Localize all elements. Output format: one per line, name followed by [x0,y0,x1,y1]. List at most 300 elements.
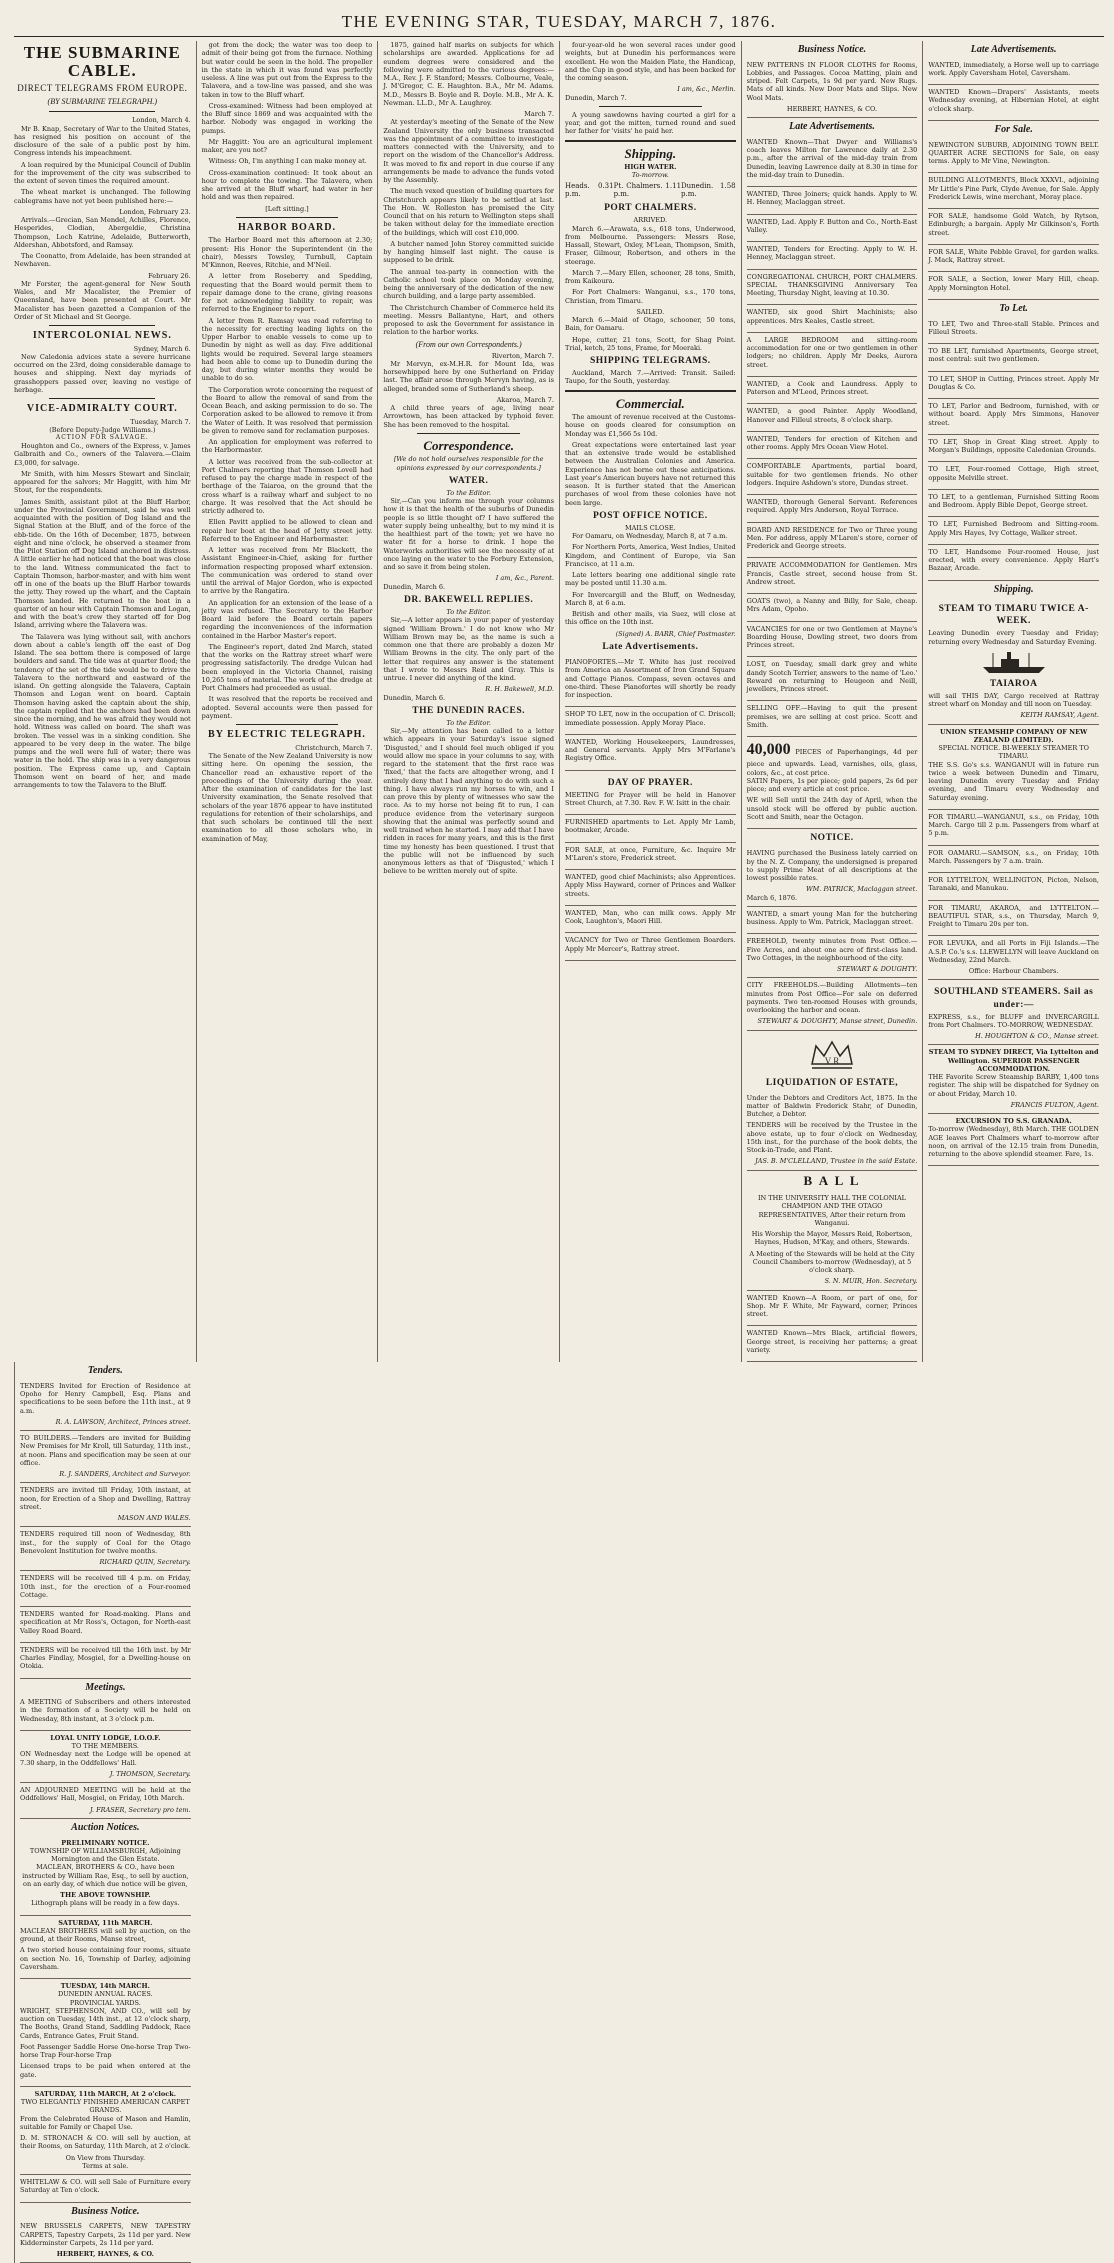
advertisement [20,2219,191,2263]
ad-text: IN THE UNIVERSITY HALL THE COLONIAL CHAMPION AND THE OTAGO REPRESENTATIVES, After their return from Wanganui. [757,1194,906,1227]
paragraph: The Senate of the New Zealand University is now sitting here. On opening the session, the Chancellor read an exhaustive report of the proceedings of the University during the year. After the examination of candidates for the last University examination, the Senate resolved that scholars of the year 1876 appear to have instituted regulations for retention of their scholarships, and that such scholars be continued till the next examination to all those scholars who, in examination of May, [201,752,373,843]
advertisement [747,737,918,829]
dateline: Akaroa, March 7. [496,395,554,404]
column-1 [14,41,196,1362]
ad-signature: J. THOMSON, Secretary. [109,1769,191,1778]
paragraph: four-year-old he won several races under good weights, but at Dunedin his performances were excellent. He won the Maiden Plate, the Handicap, and the Cup in good style, and has been backed for the coming season. [565,41,736,82]
ad-text: CONGREGATIONAL CHURCH, PORT CHALMERS. SPECIAL THANKSGIVING Anniversary Tea Meeting, Thursday Night, leaving at 10.30. [746,272,918,298]
headline-commercial: Commercial. [615,395,685,411]
ad-text: WANTED Known—Mrs Black, artificial flowers, George street, is receiving her patterns; a great variety. [746,1329,918,1354]
headline-tenders: Tenders. [87,1365,123,1377]
paragraph: Arrivals.—Grecian, San Mendel, Achilles, Florence, Hesperides, Clodian, Abergeldie, Christina Thompson, Loch Katrine, Adelaide, Butterworth, Aldershan, Abbotsford, and Ramsay. [14,216,191,249]
paragraph: Mr Smith, with him Messrs Stewart and Sinclair, appeared for the salvors; Mr Haggitt, with him Mr Stout, for the respondents. [14,469,191,495]
advertisement [565,843,736,871]
ad-text: WHITELAW & CO. will sell Sale of Furniture every Saturday at Ten o'clock. [20,2178,191,2195]
advertisement [20,1607,191,1643]
advertisement [928,1114,1099,1166]
masthead: THE EVENING STAR, TUESDAY, MARCH 7, 1876. [14,8,1104,37]
advertisement [928,435,1099,463]
dateline: Dunedin, March 7. [565,93,627,102]
headline-shipping: Shipping. [993,583,1034,595]
ad-text: His Worship the Mayor, Messrs Reid, Robertson, Haynes, Hudson, M'Kay, and others, Stewards. [751,1230,913,1247]
subhead: (Before Deputy-Judge Williams.) [49,426,156,435]
headline-late-ads: Late Advertisements. [602,641,699,652]
headline-late-ads: Late Advertisements. [970,44,1057,55]
dateline: London, February 23. [119,207,191,216]
advertisement [747,594,918,622]
ad-text: NEW BRUSSELS CARPETS, NEW TAPESTRY CARPETS, Tapestry Carpets, 2s 11d per yard. New Kidderminster Carpets, 2s 11d per yard. [20,2222,191,2247]
dateline: London, March 4. [132,116,191,125]
advertisement [747,934,918,978]
advertisement [20,1527,191,1571]
paragraph: The Coonatto, from Adelaide, has been stranded at Newhaven. [14,252,191,269]
paragraph: It was resolved that the reports be received and adopted. Several accounts were then passed for payment. [201,695,373,720]
subhead-direct-telegrams: DIRECT TELEGRAMS FROM EUROPE. [17,82,188,93]
ad-text: WANTED Known—A Room, or part of one, for Shop. Mr F. White, Mr Fayward, corner, Princes street. [746,1293,918,1319]
advertisement [747,459,918,495]
ad-text: FREEHOLD, twenty minutes from Post Office.—Five Acres, and about one acre of first-class land. Two Cottages, in the neighbourhood of the city. [746,937,918,962]
ad-text: will sail THIS DAY, Cargo received at Rattray street wharf on Monday and till noon on Tuesday. [928,691,1099,709]
ad-text: TO BUILDERS.—Tenders are invited for Building New Premises for Mr Kroll, till Saturday, 11th inst., at noon. Plans and specification may be seen at our office. [20,1434,191,1467]
advertisement [747,270,918,306]
ad-text: A two storied house containing four rooms, situate on section No. 16, Township of Darley, adjoining Caversham. [20,1946,191,1971]
ad-text: TENDERS Invited for Erection of Residence at Opoho for Henry Campbell, Esq. Plans and specifications to be seen before the 11th inst., at 9 a.m. [20,1381,191,1415]
column-7 [14,1362,196,2263]
ad-text: A LARGE BEDROOM and sitting-room accommodation for one or two gentlemen in other lodgers; no children. Apply Mr Deeks, Aurora street. [746,335,918,369]
headline-water: WATER. [448,475,489,486]
advertisement [747,523,918,559]
high-water-table [565,182,736,200]
advertisement [928,725,1099,810]
ad-title: PRELIMINARY NOTICE. [61,1838,150,1847]
advertisement [565,735,736,771]
ad-title: UNION STEAMSHIP COMPANY OF NEW ZEALAND (LIMITED). [939,727,1088,744]
advertisement [747,305,918,333]
svg-text:V R: V R [824,1055,840,1066]
headline-post-office: POST OFFICE NOTICE. [593,510,708,521]
paragraph: A letter was received from Mr Blackett, the Assistant Engineer-in-Chief, asking for further information respecting proposed wharf extension. The communication was ordered to stand over until the arrival of Major Gordon, who is expected to arrive by the Rangatira. [201,546,373,596]
ad-title: TWO ELEGANTLY FINISHED AMERICAN CARPET GRANDS. [20,2098,190,2115]
headline-submarine-cable: THE SUBMARINE CABLE. [23,43,181,80]
ad-text: WRIGHT, STEPHENSON, AND CO., will sell by auction on Tuesday, 14th inst., at 12 o'clock sharp, The Booths, Grand Stand, Saddling Paddock, Race Cards, Entrance Gates, Fruit Stand. [20,2006,191,2040]
ad-text: PIECES of Paperhangings, 4d per piece and upwards. Lead, varnishes, oils, glass, colors, &c., at cost price. [746,748,918,777]
ad-signature: R. J. SANDERS, Architect and Surveyor. [59,1470,191,1478]
ad-text: TO LET, Parlor and Bedroom, furnished, with or without board. Apply Mrs Simmons, Hanover street. [928,402,1099,427]
advertisement [747,58,918,119]
ad-title: TOWNSHIP OF WILLIAMSBURGH, Adjoining Mornington and the Glen Estate. [29,1846,181,1864]
hw-heads: Heads. 0.31 p.m. [565,181,614,199]
ad-text: WANTED, Man, who can milk cows. Apply Mr Cook, Laughton's, Maori Hill. [565,908,736,926]
subhead: ACTION FOR SALVAGE. [55,434,149,442]
advertisement [20,1379,191,1431]
advertisement [747,657,918,701]
column-2 [196,41,378,1362]
paragraph: The Harbor Board met this afternoon at 2.30; present: His Honor the Superintendent (in the chair), Messrs Towsley, Turnbull, Captain M'Kinnon, Reeves, Ritchie, and M'Neil. [201,236,373,270]
ad-text: COMFORTABLE Apartments, partial board, suitable for two gentlemen friends. No other lodgers. Inquire Ashdown's store, Dundas street. [746,462,918,487]
advertisement [928,597,1099,724]
paragraph: Mr Mervyn, ex-M.H.R. for Mount Ida, was horsewhipped here by one Sutherland on Friday last. The affair arose through Mervyn having, as is alleged, branded some of Sutherland's sheep. [383,359,554,393]
hw-port-chalmers: Pt. Chalmers. 1.11 p.m. [613,181,682,199]
paragraph: The Engineer's report, dated 2nd March, stated that the works on the Rattray street wharf were progressing satisfactorily. The dredge Vulcan had been employed in the Victoria Channel, raising 10,265 tons of material. The work of the dredge at Port Chalmers had proceeded as usual. [201,642,373,693]
ad-text: TO LET, Two and Three-stall Stable. Princes and Filleul Streets. [928,319,1099,336]
headline-correspondence: Correspondence. [423,437,514,453]
ad-text: VACANCY for Two or Three Gentlemen Boarders. Apply Mr Mercer's, Rattray street. [565,936,736,953]
headline-bakewell: DR. BAKEWELL REPLIES. [404,594,534,605]
divider [599,106,701,107]
ad-signature: Office: Harbour Chambers. [968,967,1059,976]
divider [565,390,736,392]
ad-text: To-morrow (Wednesday), 8th March. THE GOLDEN AGE leaves Port Chalmers wharf to-morrow after noon, on arrival of the 12.15 train from Dunedin, returning to the above splendid steamer. Fare, 1s. [928,1125,1099,1159]
ad-title: SOUTHLAND STEAMERS. Sail as under:— [934,987,1094,1010]
advertisement [20,1483,191,1527]
advertisement [928,810,1099,846]
advertisement [928,344,1099,372]
ad-title: TO THE MEMBERS. [71,1742,139,1751]
ship-name: TAIAROA [989,678,1038,689]
paragraph: For Northern Ports, America, West Indies, United Kingdom, and Continent of Europe, via San Francisco, at 11 a.m. [565,543,736,568]
ad-text: TENDERS will be received by the Trustee in the above estate, up to four o'clock on Wednesday, 15th inst., for the purchase of the book debts, the Stock-in-Trade, and Plant. [746,1121,918,1155]
ad-text: Leaving Dunedin every Tuesday and Friday; returning every Wednesday and Saturday Evening. [928,629,1099,646]
advertisement [565,655,736,707]
columns [14,41,1104,2259]
advertisement [747,846,918,907]
divider [49,325,155,326]
ad-title: STEAM TO TIMARU TWICE A-WEEK. [938,604,1089,627]
divider [236,724,338,725]
advertisement [747,558,918,594]
ad-text: TO LET, Handsome Four-roomed House, just erected, with every convenience. Apply Hart's Bazaar, Arcade. [928,547,1099,573]
headline-port-chalmers: PORT CHALMERS. [604,203,697,214]
paragraph: An application for employment was referred to the Harbormaster. [201,438,373,455]
ad-signature: KEITH RAMSAY, Agent. [1020,711,1099,720]
high-water-sub: To-morrow. [631,171,669,180]
advertisement [747,907,918,935]
ad-text: GOATS (two), a Nanny and Billy, for Sale, cheap. Mrs Adam, Opoho. [746,597,918,614]
advertisement [928,209,1099,245]
ad-text: On View from Thursday. [65,2153,146,2162]
ad-title: STEAM TO SYDNEY DIRECT, Via Lyttelton and Wellington. SUPERIOR PASSENGER ACCOMMODATION. [928,1048,1099,1073]
ad-text: From the Celebrated House of Mason and Hamlin, suitable for Family or Chapel Use. [20,2114,191,2131]
paragraph: A child three years of age, living near Arrowtown, has been attacked by typhoid fever. She has been removed to the hospital. [383,404,554,429]
column-3 [377,41,559,1362]
paragraph: For Oamaru, on Wednesday, March 8, at 7 a.m. [572,532,728,541]
headline-dunedin-races: THE DUNEDIN RACES. [412,705,526,716]
ad-text: Under the Debtors and Creditors Act, 1875. In the matter of Baldwin Frederick Stahr, of Dunedin, Butcher, a Debtor. [746,1093,918,1119]
ad-signature: J. FRASER, Secretary pro tem. [89,1805,191,1814]
ad-signature: RICHARD QUIN, Secretary. [99,1558,191,1566]
advertisement [747,333,918,377]
ad-signature: JAS. B. M'CLELLAND, Trustee in the said Estate. [755,1157,918,1166]
ad-title: DUNEDIN ANNUAL RACES. [57,1990,153,1999]
advertisement [747,495,918,523]
ad-text: WANTED, Working Housekeepers, Laundresses, and General servants. Apply Mrs M'Farlane's Registry Office. [565,737,736,763]
headline-notice: NOTICE. [810,833,854,844]
paragraph: James Smith, assistant pilot at the Bluff Harbor, under the Provincial Government, said he was well acquainted with the position of Dog Island and the Signal Station at the Bluff, and of the force of the ebb-tide. On the 16th of December, 1875, between eight and nine o'clock, he observed a steamer from the Pilot Station off Dog Island anchored in distress. A little earlier he had noticed that the boat was close to the land. Witness communicated the fact to Captain Thomson, harbor-master, and with him went off in one of the boats up the Bluff Harbor towards the jetty. They rowed up the wharf, and the Captain Thomson landed. He returned to the boat in a quarter of an hour with Captain Thomson and Logan, and with the boat's crew they started off for Dog Island, arriving where the Talavera was. [14,497,191,630]
advertisement [20,1571,191,1607]
advertisement [20,1643,191,1679]
signature: R. H. Bakewell, M.D. [485,685,554,694]
ad-signature: MASON AND WALES. [117,1514,191,1522]
ad-text: WANTED, Tenders for erection of Kitchen and other rooms. Apply Mrs Ocean View Hotel. [746,434,918,452]
paragraph: Houghton and Co., owners of the Express, v. James Galbraith and Co., owners of the Talavera.—Claim £3,000, for salvage. [14,442,191,467]
ad-text: THE S.S. Go's s.s. WANGANUI will in future run twice a week between Dunedin and Timaru, leaving Dunedin every Tuesday and Friday evening, and Timaru every Wednesday and Saturday evening. [928,760,1099,802]
ad-text: A MEETING of Subscribers and others interested in the formation of a Society will be held on Wednesday, 8th instant, at 3 o'clock p.m. [20,1698,191,1723]
advertisement [747,1326,918,1362]
ad-signature: WM. PATRICK, Maclaggan street. [805,885,918,894]
ad-text: PRIVATE ACCOMMODATION for Gentlemen. Mrs Francis, Castle street, second house from St. Andrew street. [746,561,918,586]
headline-shipping-telegrams: SHIPPING TELEGRAMS. [589,356,711,367]
subhead-correspondents: (From our own Correspondents.) [415,339,522,349]
advertisement [20,1731,191,1783]
ad-signature: H. HOUGHTON & CO., Manse street. [975,1032,1099,1041]
ad-title: LOYAL UNITY LODGE, I.O.O.F. [50,1733,161,1742]
ad-text: FOR SALE, at once, Furniture, &c. Inquire Mr M'Laren's store, Frederick street. [565,845,736,862]
ad-text: TO LET, to a gentleman, Furnished Sitting Room and Bedroom. Apply Bible Depot, George street. [928,492,1099,510]
ad-text: SELLING OFF.—Having to quit the present premises, we are selling at cost price. Scott and Smith. [746,704,918,729]
ad-text: WANTED, Three Joiners; quick hands. Apply to W. H. Henney, Maclaggan street. [746,190,918,207]
advertisement [747,978,918,1030]
paragraph: Sir,—Can you inform me through your columns how it is that the health of the suburbs of Dunedin people is so little thought of? I have suffered the water supply being unhealthy, but to my mind it is the healthiest part of the town; yet we have no water fit for a horse to drink. I hope the Waterworks authorities will see the necessity of at once laying on the water to the Forbury Extension, and so save it from being stolen. [383,497,554,572]
ad-text: WANTED, a good Painter. Apply Woodland, Hanover and Filleul streets, 8 o'clock sharp. [746,407,918,424]
ad-text: TO BE LET, furnished Apartments, George street, most central: suit two gentlemen. [928,347,1099,364]
advertisement [565,815,736,843]
paragraph: March 6.—Maid of Otago, schooner, 50 tons, Bain, for Oamaru. [565,316,736,333]
dateline: Dunedin, March 6. [383,693,446,702]
signature: I am, &c., Parent. [495,574,554,583]
mails-close: MAILS CLOSE. [625,523,676,532]
advertisement [565,771,736,816]
paragraph: Auckland, March 7.—Arrived: Transit. Sailed: Taupo, for the South, yesterday. [565,369,736,386]
paragraph: The Christchurch Chamber of Commerce held its meeting. Messrs Ballantyne, Hart, and others proposed to ask the Government for assistance in relation to the harbor works. [383,303,554,337]
headline-intercolonial: INTERCOLONIAL NEWS. [32,330,172,342]
paragraph: Sir,—A letter appears in your paper of yesterday signed 'William Brown.' I do not know who Mr William Brown may be, as the name is such a common one that there are probably a dozen Mr William Browns in the city. The only part of the letter that requires any answer is the statement that I wrote to Messrs Reid and Gray. This is untrue. I never did anything of the kind. [383,616,554,683]
ad-text: Foot Passenger Saddle Horse One-horse Trap Two-horse Trap Four-horse Trap [20,2042,191,2060]
paragraph: March 6.—Arawata, s.s., 618 tons, Underwood, from Melbourne. Passengers: Messrs Rose, Hassall, Stewart, Oxley, M'Lean, Thompson, Smith, Fraser, Gilmour, Robertson, and others in the steerage. [565,224,736,266]
advertisement [747,701,918,737]
paragraph: Mr B. Knap, Secretary of War to the United States, has resigned his position on account of the disclosure of the sale of a public post by him. Congress intends his impeachment. [14,124,191,158]
headline-business-notice: Business Notice. [797,44,867,55]
ad-text: BUILDING ALLOTMENTS, Block XXXVI., adjoining Mr Little's Pine Park, Clyde Avenue, for Sale. Apply Frederick Lewis, wine merchant, Moray place. [928,176,1099,201]
ad-title: SATURDAY, 11th MARCH. [58,1918,153,1927]
ad-title: PROVINCIAL YARDS. [69,1998,141,2007]
ad-text: FURNISHED apartments to Let. Apply Mr Lamb, bootmaker, Arcade. [565,818,736,835]
advertisement [928,372,1099,400]
high-water-title: HIGH WATER. [624,163,677,171]
arrived-label: ARRIVED. [633,216,668,225]
advertisement [565,906,736,934]
advertisement [928,85,1099,121]
advertisement [747,242,918,270]
divider [417,433,519,434]
signature: (Signed) A. BARR, Chief Postmaster. [615,629,736,638]
advertisement [928,272,1099,300]
paragraph: got from the dock; the water was too deep to admit of their being got from the furnace. Nothing but water could be seen in the hold. The propeller in the state in which it was found was perfectly useless. A line was put out from the Express to the Talavera, and a tow-line was passed, and she was taken in tow to the Bluff wharf. [201,41,373,99]
paragraph: Witness: Oh, I'm anything I can make money at. [208,157,367,166]
ad-text: FOR LYTTELTON, WELLINGTON, Picton, Nelson, Taranaki, and Manukau. [928,876,1099,893]
headline-harbor-board: HARBOR BOARD. [237,221,336,233]
ad-text: NEWINGTON SUBURB, ADJOINING TOWN BELT. QUARTER ACRE SECTIONS for Sale, on easy terms. Apply to Mr Vine, Newington. [928,140,1099,166]
advertisement [747,187,918,215]
to-editor: To the Editor. [446,608,491,617]
advertisement [928,317,1099,345]
advertisement [928,138,1099,174]
paragraph: Ellen Pavitt applied to be allowed to clean and repair her boat at the head of Jetty street jetty. Referred to the Engineer and Harbormaster. [201,518,373,543]
ad-big-number: 40,000 [746,741,791,759]
advertisement [928,873,1099,901]
advertisement [20,2087,191,2175]
paragraph: The Corporation wrote concerning the request of the Board to allow the removal of sand from the Ocean Beach, and asking permission to do so. The Corporation asked to be allowed to remove it from the Water of Leith. It was resolved that permission be given to remove sand for reclamation purposes. [201,385,373,435]
headline-for-sale: For Sale. [994,123,1033,135]
paragraph: The annual tea-party in connection with the Catholic school took place on Monday evening, being the anniversary of the dedication of the new church building, and a large party assembled. [383,267,554,301]
column-4 [559,41,741,1362]
dateline: Riverton, March 7. [491,351,554,360]
paragraph: For Invercargill and the Bluff, on Wednesday, March 8, at 6 a.m. [565,590,736,607]
ad-text: TO LET, Furnished Bedroom and Sitting-room. Apply Mrs Hayes, Ivy Cottage, Walker street. [928,520,1099,537]
ad-text: ON Wednesday next the Lodge will be opened at 7.30 sharp, in the Oddfellows' Hall. [20,1750,191,1767]
advertisement [928,545,1099,581]
ad-text: MACLEAN BROTHERS will sell by auction, on the ground, at their Rooms, Manse street, [20,1926,191,1944]
advertisement [747,215,918,243]
ad-text: WANTED, a Cook and Laundress. Apply to Paterson and M'Leod, Princes street. [746,379,918,397]
ad-text: TO LET, Shop in Great King street. Apply to Morgan's Buildings, opposite Caledonian Grounds. [928,437,1099,455]
advertisement [747,1191,918,1291]
divider [49,398,155,399]
paragraph: A letter from Roseberry and Spedding, requesting that the Board would permit them to repair damage done to the crane, giving reasons for not acknowledging liability to repair, was referred to the Engineer to report. [201,272,373,314]
ad-text: WANTED, thorough General Servant. References required. Apply Mrs Anderson, Royal Terrace. [746,498,918,515]
divider [565,140,736,142]
divider [49,111,155,112]
ad-text: THE Favorite Screw Steamship BARBY, 1,400 tons register. The ship will be dispatched for Sydney on or about Friday, March 10. [928,1073,1099,1098]
paragraph: For Port Chalmers: Wanganui, s.s., 170 tons, Christian, from Timaru. [565,288,736,305]
ad-text: Licensed traps to be paid when entered at the gate. [20,2062,191,2079]
advertisement [928,517,1099,545]
headline-auction-notices: Auction Notices. [71,1821,140,1833]
ad-text: MACLEAN, BROTHERS & CO., have been instructed by William Rae, Esq., to sell by auction, on an early day, of which due notice will be given, [22,1863,189,1888]
ad-text: WANTED Known—That Dwyer and Williams's coach leaves Milton for Lawrence daily at 2.30 p.m., after the arrival of the mid-day train from Dunedin, leaving Lawrence daily at 8.30 in time for the mid-day train to Dunedin. [746,137,918,179]
to-editor: To the Editor. [446,488,491,497]
headline-late-ads: Late Advertisements. [789,121,875,133]
advertisement [20,1916,191,1980]
ad-text: TO LET, Four-roomed Cottage, High street, opposite Melville street. [928,465,1099,482]
ad-text: VACANCIES for one or two Gentlemen at Mayne's Boarding House, Dowling street, two doors from Princes street. [746,624,918,650]
advertisement [747,1091,918,1171]
advertisement [928,490,1099,518]
ad-text: SATIN Papers, 1s per piece; gold papers, 2s 6d per piece; and every article at cost price. [746,776,918,794]
ad-text: WANTED, immediately, a Horse well up to carriage work. Apply Caversham Hotel, Caversham. [928,60,1099,77]
column-6 [922,41,1104,1362]
ad-text: FOR SALE, White Pebble Gravel, for garden walks. J. Mack, Rattray street. [928,247,1099,265]
advertisement [928,980,1099,1045]
ad-text: MEETING for Prayer will be held in Hanover Street Church, at 7.30. Rev. F. W. Isitt in the chair. [565,790,736,807]
dateline: March 7. [524,110,554,118]
ad-signature: STEWART & DOUGHTY. [836,965,918,973]
editor-note: [We do not hold ourselves responsible for the opinions expressed by our correspondents.] [393,455,544,472]
ad-text: TENDERS will be received till the 16th inst. by Mr Charles Findlay, Mosgiel, for a Dwelling-house on Otokia. [20,1645,191,1671]
ad-text: CITY FREEHOLDS.—Building Allotments—ten minutes from Post Office—For sale on deferred payments. Two ten-roomed Houses with grounds, overlooking the harbor and ocean. [746,981,918,1014]
crown-emblem [802,1034,862,1074]
ad-text: TO LET, SHOP in Cutting, Princes street. Apply Mr Douglas & Co. [928,374,1099,391]
headline-liquidation: LIQUIDATION OF ESTATE, [765,1077,899,1088]
advertisement [747,404,918,432]
ad-text: HAVING purchased the Business lately carried on by the N. Z. Company, the undersigned is prepared to supply Prime Meat of all descriptions at the lowest possible rates. [746,849,918,882]
ad-signature: STEWART & DOUGHTY, Manse street, Dunedin. [757,1017,918,1026]
advertisement [20,1783,191,1819]
ad-text: A Meeting of the Stewards will be held at the City Council Chambers to-morrow (Wednesday), at 5 o'clock sharp. [749,1249,915,1275]
paragraph: A loan required by the Municipal Council of Dublin for the improvement of the city was subscribed to the extent of seven times the required amount. [14,160,191,186]
advertisement [20,2175,191,2203]
paragraph: Sir,—My attention has been called to a letter which appears in your Saturday's issue signed 'Disgusted,' and I should feel much obliged if you would allow me space in your columns to say, with regard to the statement that the first race was 'fixed,' that the facts are altogether wrong, and I entirely deny that I had anything to do with such a thing. I have always run my horses to win, and I can prove this by plenty of witnesses who saw the race. As to my horse not being fit to run, I can produce evidence from the veterinary surgeon showing that the animal was perfectly sound and well trained when he started. I may add that I have ridden in races for many years, and this is the first time my honesty has been questioned. I trust that the public will not be influenced by such anonymous letters as that of 'Disgusted,' which I believe to be written merely out of spite. [383,727,554,876]
to-editor: To the Editor. [446,718,491,727]
ad-text: TENDERS required till noon of Wednesday, 8th inst., for the supply of Coal for the Otago Benevolent Institution for twelve months. [20,1530,191,1555]
dateline: Sydney, March 6. [133,344,191,353]
hw-dunedin: Dunedin. 1.58 p.m. [681,181,736,199]
advertisement [928,846,1099,874]
advertisement [928,1045,1099,1114]
ad-text: Terms at sale. [82,2161,129,2170]
ad-text: FOR SALE, handsome Gold Watch, by Rytson, Edinburgh; a bargain. Apply Mr Gilkinson's, Forth street. [928,212,1099,237]
paragraph: At yesterday's meeting of the Senate of the New Zealand University the only business transacted was the appointment of a committee to investigate matters connected with the University, and to report on the wisdom of the Chancellor's Address. It was moved to fix and report in due course if any arrangements be made to advance the funds voted by the Assembly. [383,118,554,184]
advertisement [928,245,1099,273]
ball-banner: B A L L [803,1172,861,1188]
paragraph: March 7.—Mary Ellen, schooner, 28 tons, Smith, from Kaikoura. [565,268,736,286]
ad-text: WANTED, Lad. Apply F. Button and Co., North-East Valley. [746,217,918,234]
advertisement [747,135,918,187]
advertisement [565,933,736,961]
ad-signature: S. N. MUIR, Hon. Secretary. [824,1277,918,1286]
ad-title: DAY OF PRAYER. [607,777,693,788]
paragraph: New Caledonia advices state a severe hurricane occurred on the 23rd, doing considerable damage to houses and shipping. Next day myriads of grasshoppers passed over, leaving no vestige of herbage. [14,352,191,394]
headline-shipping: Shipping. [624,145,677,161]
ad-text: AN ADJOURNED MEETING will be held at the Oddfellows' Hall, Mosgiel, on Friday, 10th March. [20,1786,191,1803]
ad-title: THE ABOVE TOWNSHIP. [60,1891,151,1900]
dateline: Tuesday, March 7. [130,417,191,426]
ad-signature: HERBERT, HAYNES, & CO. [786,104,878,113]
paragraph: Cross-examined: Witness had been employed at the Bluff since 1869 and was acquainted with the harbor. Nobody was engaged in working the pumps. [201,101,373,135]
column-5 [741,41,923,1362]
paragraph: The much vexed question of building quarters for Christchurch appears likely to be settled at last. The Hon. W. Rolleston has promised the City Council that on his return to Wellington steps shall be taken without delay for the immediate erection of the buildings, which will cost £10,000. [383,187,554,237]
ad-text: EXPRESS, s.s., for BLUFF and INVERCARGILL from Port Chalmers. TO-MORROW, WEDNESDAY. [928,1012,1099,1029]
advertisement [20,1979,191,2087]
headline-meetings: Meetings. [85,1681,126,1693]
left-sitting: [Left sitting.] [265,204,309,213]
sailed-label: SAILED. [636,307,665,316]
ad-text: FOR OAMARU.—SAMSON, s.s., on Friday, 10th March. Passengers by 7 a.m. train. [928,848,1099,865]
advertisement [928,936,1099,980]
ad-text: FOR SALE, a Section, lower Mary Hill, cheap. Apply Mornington Hotel. [928,275,1099,292]
ad-signature: R. A. LAWSON, Architect, Princes street. [55,1417,191,1426]
signature: I am, &c., Merlin. [677,85,736,94]
steamship-icon [979,649,1049,675]
ad-text: PIANOFORTES.—Mr T. White has just received from America an Assortment of Iron Grand Square and Cottage Pianos. Compass, seven octaves and one-third. These Pianofortes will shortly be ready for inspection. [565,658,736,699]
ad-text: TENDERS will be received till 4 p.m. on Friday, 10th inst., for the erection of a Four-roomed Cottage. [20,1574,191,1599]
divider [236,217,338,218]
advertisement [747,1291,918,1327]
paragraph: A letter was received from the sub-collector at Port Chalmers reporting that Thomson Lovell had refused to pay the charge made in respect of the berthage of the Taiaroa, on the ground that the cross wharf is a railway wharf and subject to no charge. It was resolved that the Act should be strictly adhered to. [201,457,373,516]
ad-text: TENDERS are invited till Friday, 10th instant, at noon, for Erection of a Shop and Dwelling, Rattray street. [20,1486,191,1511]
ad-text: TENDERS wanted for Road-making. Plans and specification at Mr Ross's, Octagon, for North-east Valley Road Board. [20,1610,191,1635]
ad-text: LOST, on Tuesday, small dark grey and white dandy Scotch Terrier, answers to the name of 'Leo.' Reward on returning to Heugeon and Neill, jewellers, Princes street. [746,660,918,694]
ad-text: D. M. STRONACH & CO. will sell by auction, at their Rooms, on Saturday, 11th March, at 2 o'clock. [20,2134,191,2151]
paragraph: British and other mails, via Suez, will close at this office on the 10th inst. [565,610,736,627]
ad-text: Lithograph plans will be ready in a few days. [31,1899,180,1908]
ad-text: WANTED, a smart young Man for the butchering business. Apply to Wm. Patrick, Maclaggan street. [746,909,918,926]
dateline: February 26. [148,271,191,280]
paragraph: A young sawdowns having courted a girl for a year, and got the mitten, turned round and sued her father for 'visits' he paid her. [565,110,736,136]
ad-title: TUESDAY, 14th MARCH. [60,1982,150,1991]
advertisement [20,1431,191,1483]
advertisement [747,377,918,405]
headline-vice-admiralty: VICE-ADMIRALTY COURT. [26,403,178,415]
